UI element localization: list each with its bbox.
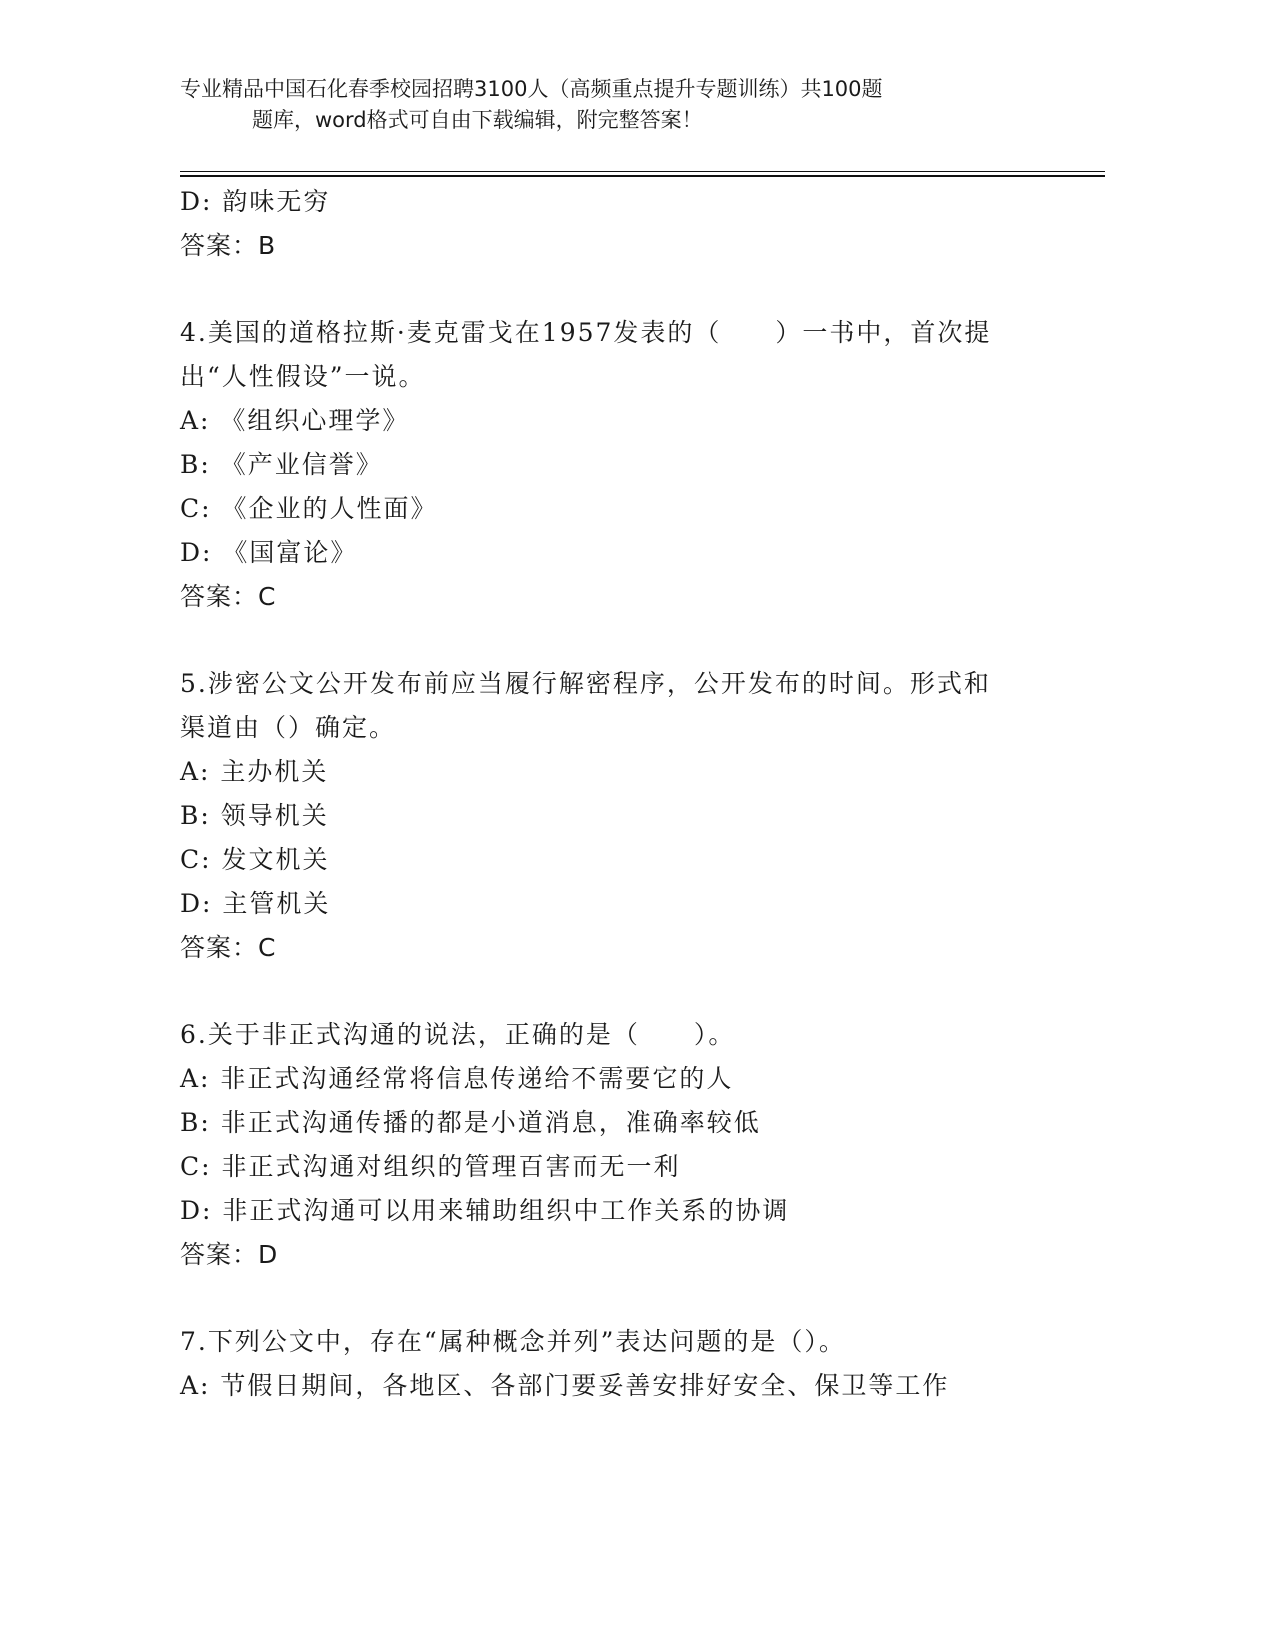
q4-answer: 答案：C xyxy=(180,582,277,611)
q6-stem-line-1: 6.关于非正式沟通的说法，正确的是（ ）。 xyxy=(180,1020,736,1049)
q6-option-d: D: 非正式沟通可以用来辅助组织中工作关系的协调 xyxy=(180,1196,790,1225)
q5-stem-line-2: 渠道由（）确定。 xyxy=(180,713,397,742)
q4-stem-line-1: 4.美国的道格拉斯·麦克雷戈在1957发表的（ ）一书中，首次提 xyxy=(180,318,992,347)
q3-answer: 答案：B xyxy=(180,231,277,260)
q5-stem-line-1: 5.涉密公文公开发布前应当履行解密程序，公开发布的时间。形式和 xyxy=(180,669,991,698)
spacer xyxy=(180,970,1105,1013)
q6-option-b: B: 非正式沟通传播的都是小道消息，准确率较低 xyxy=(180,1108,761,1137)
header-rule-thick xyxy=(180,175,1105,177)
q5-answer: 答案：C xyxy=(180,933,277,962)
q4-stem-line-2: 出“人性假设”一说。 xyxy=(180,362,426,391)
q4-option-c: C: 《企业的人性面》 xyxy=(180,494,438,523)
spacer xyxy=(180,268,1105,311)
spacer xyxy=(180,1277,1105,1320)
spacer xyxy=(180,619,1105,662)
q7-option-a: A: 节假日期间，各地区、各部门要妥善安排好安全、保卫等工作 xyxy=(180,1371,950,1400)
q5-option-d: D: 主管机关 xyxy=(180,889,331,918)
header-rule-thin xyxy=(180,171,1105,172)
q6-option-c: C: 非正式沟通对组织的管理百害而无一利 xyxy=(180,1152,681,1181)
q5-option-b: B: 领导机关 xyxy=(180,801,329,830)
page-header xyxy=(180,74,1040,136)
question-5 xyxy=(180,662,1105,970)
q3-option-d: D: 韵味无穷 xyxy=(180,187,331,216)
q4-option-b: B: 《产业信誉》 xyxy=(180,450,383,479)
q4-option-d: D: 《国富论》 xyxy=(180,538,358,567)
question-4 xyxy=(180,311,1105,619)
q7-stem-line-1: 7.下列公文中，存在“属种概念并列”表达问题的是（）。 xyxy=(180,1327,846,1356)
header-title-line-2: 题库，word格式可自由下载编辑，附完整答案！ xyxy=(252,108,703,132)
q5-option-c: C: 发文机关 xyxy=(180,845,330,874)
q4-option-a: A: 《组织心理学》 xyxy=(180,406,410,435)
q5-option-a: A: 主办机关 xyxy=(180,757,329,786)
question-6 xyxy=(180,1013,1105,1277)
q6-option-a: A: 非正式沟通经常将信息传递给不需要它的人 xyxy=(180,1064,734,1093)
q6-answer: 答案：D xyxy=(180,1240,279,1269)
question-7 xyxy=(180,1320,1105,1408)
header-title-line-1: 专业精品中国石化春季校园招聘3100人（高频重点提升专题训练）共100题 xyxy=(180,77,883,101)
question-list xyxy=(180,180,1105,1408)
